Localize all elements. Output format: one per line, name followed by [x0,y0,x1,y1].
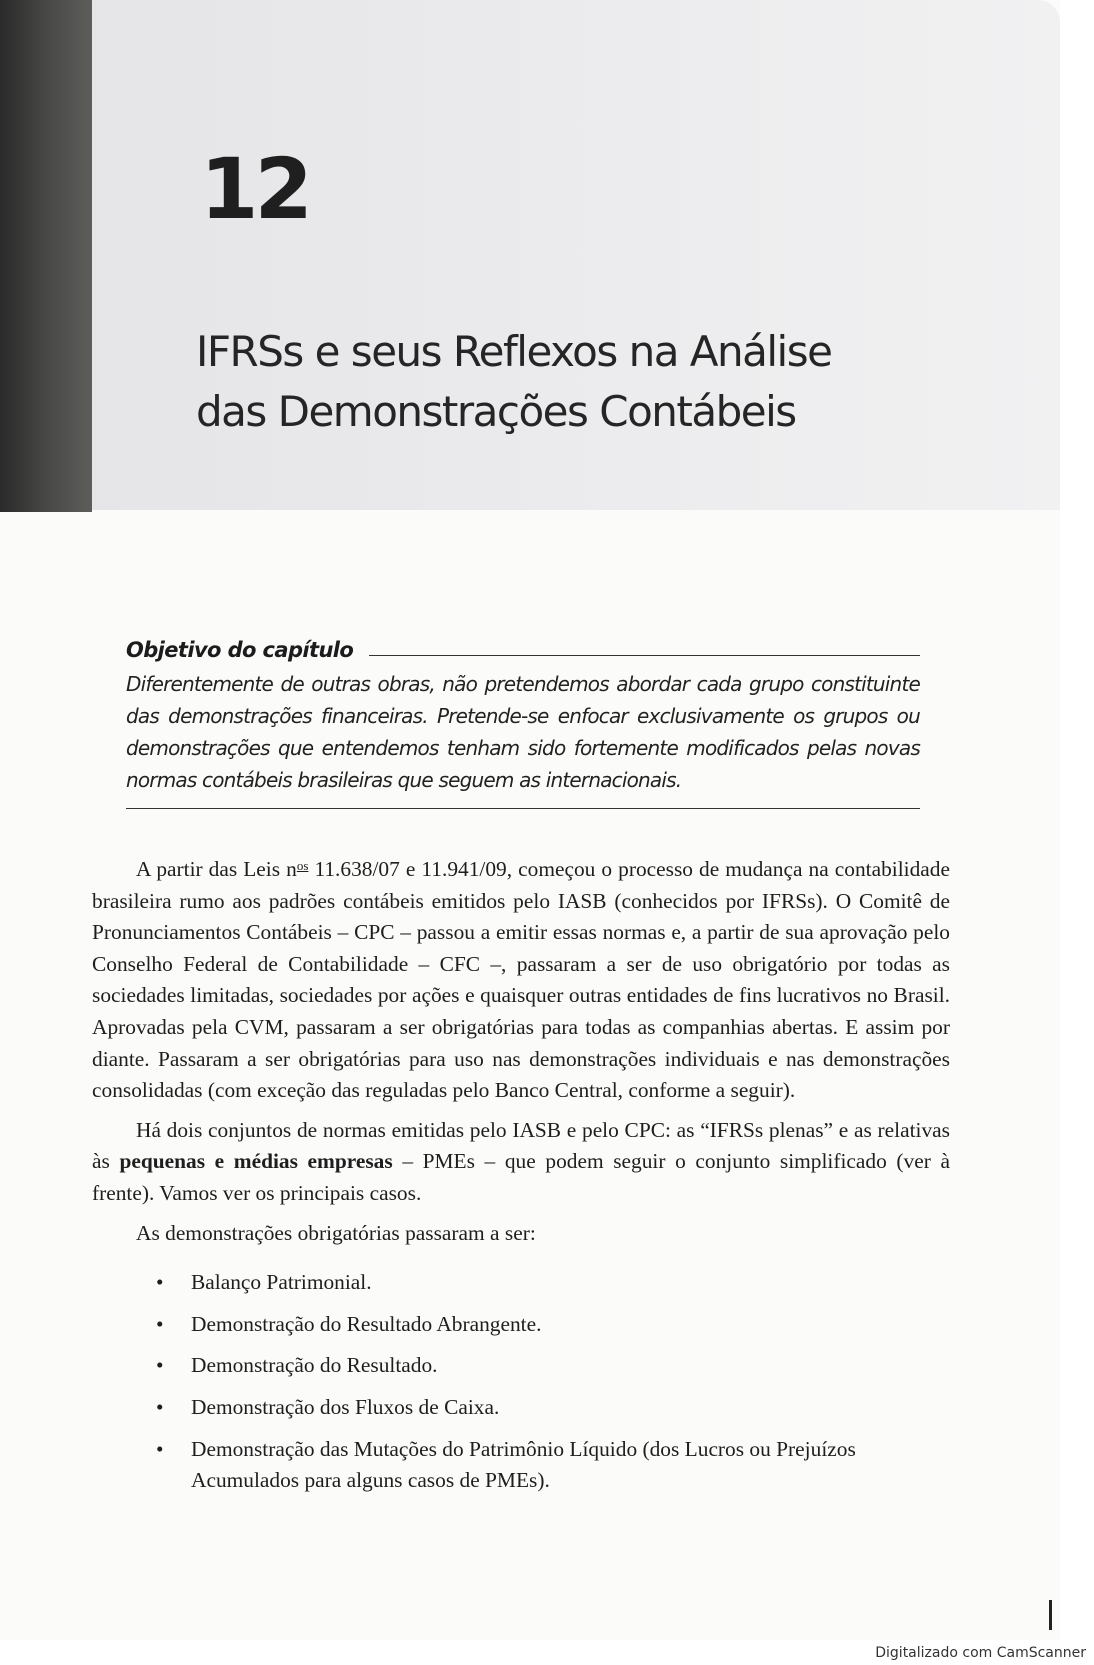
objective-text: Diferentemente de outras obras, não pretendemos abordar cada grupo constituinte das demonstrações financeiras. Pretende-se enfocar exclusivamente os grupos ou demonstrações que entendemos tenham sido fortemente modificados pelas novas normas contábeis brasileiras que seguem as internacionais. [126,672,920,792]
objective-heading-rule [369,655,920,656]
pme-bold-term: pequenas e médias empresas [119,1149,393,1174]
page-corner-mark [1049,1600,1052,1630]
objective-heading-label: Objetivo do capítulo [126,638,354,662]
list-item: • Demonstração do Resultado. [92,1350,950,1382]
list-item: • Demonstração das Mutações do Patrimônio Líquido (dos Lucros ou Prejuízos Acumulados para alguns casos de PMEs). [92,1434,950,1497]
paragraph-laws-start: A partir das Leis n [136,857,297,881]
paragraph-laws-rest: 11.638/07 e 11.941/09, começou o processo de mudança na contabilidade brasileira rumo aos padrões contábeis emitidos pelo IASB (conhecidos por IFRSs). O Comitê de Pronunciamentos Contábeis – CPC – passou a emitir essas normas e, a partir de sua aprovação pelo Conselho Federal de Contabilidade – CFC –, passaram a ser de uso obrigatório por todas as sociedades limitadas, sociedades por ações e quaisquer outras entidades de fins lucrativos no Brasil. Aprovadas pela CVM, passaram a ser obrigatórias para todas as companhias abertas. E assim por diante. Passaram a ser obrigatórias para uso nas demonstrações individuais e nas demonstrações consolidadas (com exceção das reguladas pelo Banco Central, conforme a seguir). [92,857,950,1103]
paragraph-mandatory-intro: As demonstrações obrigatórias passaram a ser: [136,1220,536,1245]
paragraph-laws [92,850,950,1107]
chapter-objective-box [126,638,920,809]
ordinal-indicator: os [296,858,309,873]
scanner-watermark: Digitalizado com CamScanner [875,1645,1086,1661]
chapter-title [196,322,976,442]
list-item: • Demonstração do Resultado Abrangente. [92,1309,950,1341]
body-text [92,850,950,1507]
chapter-title-line-2: das Demonstrações Contábeis [196,387,796,436]
chapter-side-bar [0,0,92,512]
chapter-title-line-1: IFRSs e seus Reflexos na Análise [196,327,832,376]
chapter-number: 12 [200,140,309,238]
paragraph-norm-sets [92,1115,950,1210]
mandatory-statements-list [92,1267,950,1497]
paragraph-norm-sets-rest: – PMEs – que podem seguir o conjunto simplificado (ver à frente). Vamos ver os principais casos. [92,1149,950,1205]
objective-heading [126,638,920,662]
list-item: • Demonstração dos Fluxos de Caixa. [92,1392,950,1424]
paragraph-norm-sets-start: Há dois conjuntos de normas emitidas pelo IASB e pelo CPC: as “IFRSs plenas” e as relativas às [92,1117,950,1174]
list-item: • Balanço Patrimonial. [92,1267,950,1299]
objective-bottom-rule [126,808,920,809]
